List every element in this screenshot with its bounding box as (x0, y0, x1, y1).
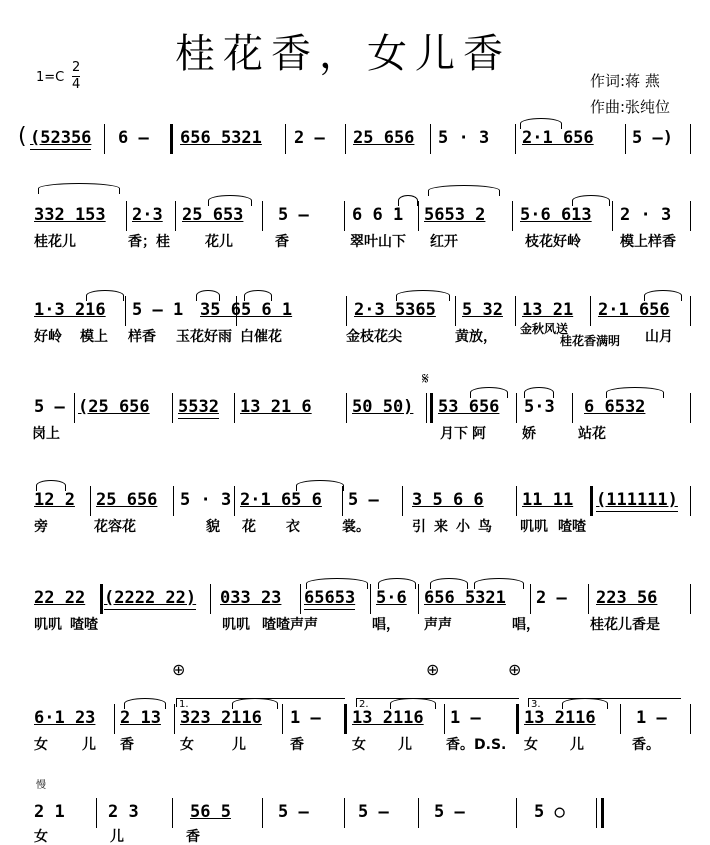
barline (210, 584, 211, 614)
barline (418, 584, 419, 614)
lyric: 桂花儿 (34, 234, 76, 250)
lyric: 金秋风送 (520, 322, 569, 336)
segno-sign: 𝄋 (422, 369, 429, 388)
note-group: 5·6 (376, 588, 407, 608)
lyric: 桂花儿香是 (590, 617, 660, 633)
lyric: 喳喳声声 (262, 617, 318, 633)
barline (515, 296, 516, 326)
note-group: 6 6532 (584, 397, 646, 417)
note-group: 5532 (178, 397, 219, 417)
note-group: 2 3 (108, 802, 139, 822)
barline (234, 486, 235, 516)
lyric: 喳喳 (558, 519, 586, 535)
lyric: 红开 (430, 234, 458, 250)
lyric: 貌 (206, 519, 220, 535)
staff-system-3 (0, 300, 710, 390)
barline (590, 486, 593, 516)
barline (512, 201, 513, 231)
lyric: 花容花 (94, 519, 136, 535)
note-group: 656 5321 (424, 588, 506, 608)
barline (588, 584, 589, 614)
staff-system-6 (0, 588, 710, 678)
lyric: 叽叽 (520, 519, 548, 535)
lyric: 白催花 (240, 329, 282, 345)
lyric: 引来小鸟 (412, 519, 500, 535)
barline (282, 704, 283, 734)
barline (96, 798, 97, 828)
lyric: 旁 (34, 519, 48, 535)
barline (690, 201, 691, 231)
note-group: 223 56 (596, 588, 658, 608)
lyric: 桂花香满明 (560, 334, 621, 348)
barline (418, 201, 419, 231)
barline (125, 296, 126, 326)
coda-sign: ⊕ (426, 660, 440, 679)
note-group: 5·3 (524, 397, 555, 417)
staff-system-5 (0, 490, 710, 580)
note-group: 6 6 1 (352, 205, 404, 225)
barline (234, 393, 235, 423)
note-group: 35 65 6 1 (200, 300, 293, 320)
volta-1: 1. (176, 698, 345, 707)
lyric: 月下 (440, 426, 468, 442)
note-group: 2·3 5365 (354, 300, 436, 320)
song-title: 桂花香，女儿香 (175, 31, 511, 77)
barline (346, 296, 347, 326)
lyricist-credit: 作词:蒋 燕 (590, 72, 660, 90)
note-group: 2·1 656 (598, 300, 670, 320)
lyric: 样香 (128, 329, 156, 345)
lyric: 女 (352, 737, 366, 753)
barline (430, 393, 433, 423)
note-group: 5 – 1 (132, 300, 184, 320)
note-group: 332 153 (34, 205, 106, 225)
barline (175, 201, 176, 231)
note-group: 5 – (348, 490, 379, 510)
lyric: 黄放， (455, 329, 497, 345)
note-group: 2·1 656 (522, 128, 594, 148)
barline (690, 393, 691, 423)
barline (262, 201, 263, 231)
barline (516, 486, 517, 516)
barline (530, 584, 531, 614)
barline (172, 393, 173, 423)
barline (300, 584, 301, 614)
barline (455, 296, 456, 326)
barline (516, 704, 519, 734)
note-group: 2 – (536, 588, 567, 608)
barline (426, 393, 427, 423)
lyric: 衣 (286, 519, 300, 535)
tie-slur (428, 185, 500, 196)
barline (100, 584, 103, 614)
barline (516, 393, 517, 423)
lyric: 站花 (578, 426, 606, 442)
time-signature-denominator: 4 (72, 77, 81, 92)
lyric: 香 (120, 737, 134, 753)
lyric: 香 (275, 234, 289, 250)
barline (418, 798, 419, 828)
lyric: 声声 (424, 617, 452, 633)
coda-sign: ⊕ (508, 660, 522, 679)
lyric: 儿 (570, 737, 584, 753)
note-group: 1 – (450, 708, 481, 728)
note-group: 2 · 3 (620, 205, 672, 225)
barline (344, 201, 345, 231)
lyric: 女 (34, 829, 48, 845)
lyric: 翠叶山下 (350, 234, 406, 250)
final-barline (601, 798, 604, 828)
note-group: 2·3 (132, 205, 163, 225)
lyric: 叽叽 (34, 617, 62, 633)
coda-sign: ⊕ (172, 660, 186, 679)
time-signature-numerator: 2 (72, 60, 81, 75)
note-group: 5 –) (632, 128, 673, 148)
barline (620, 704, 621, 734)
barline (690, 296, 691, 326)
lyric: 山月 (645, 329, 673, 345)
note-group: 2 13 (120, 708, 161, 728)
barline (690, 584, 691, 614)
note-group: 13 2116 (352, 708, 424, 728)
staff-system-2 (0, 205, 710, 295)
barline (342, 486, 343, 516)
barline (430, 124, 431, 154)
staff-system-8 (0, 780, 710, 845)
barline (74, 393, 75, 423)
note-group: 65653 (304, 588, 356, 608)
note-group: 5 ○ (534, 802, 565, 822)
volta-3: 3. (528, 698, 681, 707)
time-signature (72, 60, 80, 93)
note-group: 5 – (434, 802, 465, 822)
note-group: (25 656 (78, 397, 150, 417)
note-group: 13 2116 (524, 708, 596, 728)
key-signature: 1=C (36, 70, 65, 85)
note-group: (52356 (30, 128, 92, 148)
tie-slur (520, 118, 562, 129)
lyric: 女 (524, 737, 538, 753)
barline (126, 201, 127, 231)
tempo-mark: 慢 (36, 780, 46, 791)
lyric: 香 (186, 829, 200, 845)
barline (572, 393, 573, 423)
barline (173, 486, 174, 516)
note-group: 56 5 (190, 802, 231, 822)
lyric: 叽叽 (222, 617, 250, 633)
note-group: 6 – (118, 128, 149, 148)
lyric: 唱， (372, 617, 400, 633)
note-group: 5 – (34, 397, 65, 417)
note-group: 5·6 613 (520, 205, 592, 225)
barline (170, 124, 173, 154)
lyric: 女 (180, 737, 194, 753)
barline (612, 201, 613, 231)
note-group: 22 22 (34, 588, 86, 608)
barline (444, 704, 445, 734)
lyric: 金枝花尖 (346, 329, 402, 345)
note-group: 5 – (278, 802, 309, 822)
note-group: 1·3 216 (34, 300, 106, 320)
note-group: 5 – (358, 802, 389, 822)
lyric: 儿 (82, 737, 96, 753)
lyric: 模上样香 (620, 234, 676, 250)
note-group: 323 2116 (180, 708, 262, 728)
lyric: 岗上 (32, 426, 60, 442)
barline (90, 486, 91, 516)
note-group: 5 · 3 (180, 490, 232, 510)
note-group: 033 23 (220, 588, 282, 608)
lyric: 好岭 (34, 329, 62, 345)
note-group: 5 – (278, 205, 309, 225)
barline (690, 486, 691, 516)
staff-system-4 (0, 369, 710, 487)
barline (174, 704, 175, 734)
note-group: 25 653 (182, 205, 244, 225)
barline (285, 124, 286, 154)
lyric: 香。 (632, 737, 660, 753)
lyric: 花 (242, 519, 256, 535)
lyric: 儿 (232, 737, 246, 753)
note-group: 11 11 (522, 490, 574, 510)
bracket-open: ( (18, 124, 27, 149)
note-group: 13 21 (522, 300, 574, 320)
lyric: 女 (34, 737, 48, 753)
composer-credit: 作曲:张纯位 (590, 98, 671, 116)
volta-2: 2. (356, 698, 519, 707)
lyric: 模上 (80, 329, 108, 345)
barline (402, 486, 403, 516)
note-group: 1 – (290, 708, 321, 728)
barline (690, 124, 691, 154)
barline (370, 584, 371, 614)
note-group: 656 5321 (180, 128, 262, 148)
lyric: 香 (290, 737, 304, 753)
barline (104, 124, 105, 154)
note-group: (2222 22) (104, 588, 197, 608)
barline (690, 704, 691, 734)
note-group: 6·1 23 (34, 708, 96, 728)
lyric: 香。D.S. (446, 737, 507, 753)
note-group: 12 2 (34, 490, 75, 510)
tie-slur (38, 183, 120, 194)
note-group: 25 656 (353, 128, 415, 148)
note-group: 5653 2 (424, 205, 486, 225)
lyric: 娇 (522, 426, 536, 442)
note-group: 13 21 6 (240, 397, 312, 417)
note-group: 53 656 (438, 397, 500, 417)
lyric: 香；桂 (128, 234, 170, 250)
note-group: 5 32 (462, 300, 503, 320)
lyric: 花儿 (205, 234, 233, 250)
barline (346, 393, 347, 423)
barline (344, 704, 347, 734)
note-group: 50 50) (352, 397, 414, 417)
note-group: 2 – (294, 128, 325, 148)
barline (262, 798, 263, 828)
barline (515, 124, 516, 154)
note-group: 5 · 3 (438, 128, 490, 148)
barline (344, 798, 345, 828)
lyric: 裳。 (342, 519, 370, 535)
note-group: 1 – (636, 708, 667, 728)
lyric: 玉花好雨 (176, 329, 232, 345)
barline (516, 798, 517, 828)
barline (590, 296, 591, 326)
barline (345, 124, 346, 154)
lyric: 枝花好岭 (525, 234, 581, 250)
lyric: 儿 (110, 829, 124, 845)
barline (625, 124, 626, 154)
note-group: (111111) (596, 490, 678, 510)
barline (172, 798, 173, 828)
lyric: 唱， (512, 617, 540, 633)
note-group: 25 656 (96, 490, 158, 510)
barline (596, 798, 597, 828)
lyric: 喳喳 (70, 617, 98, 633)
barline (114, 704, 115, 734)
note-group: 3 5 6 6 (412, 490, 484, 510)
note-group: 2·1 65 6 (240, 490, 322, 510)
staff-system-7 (0, 660, 710, 798)
lyric: 阿 (472, 426, 486, 442)
note-group: 2 1 (34, 802, 65, 822)
lyric: 儿 (398, 737, 412, 753)
